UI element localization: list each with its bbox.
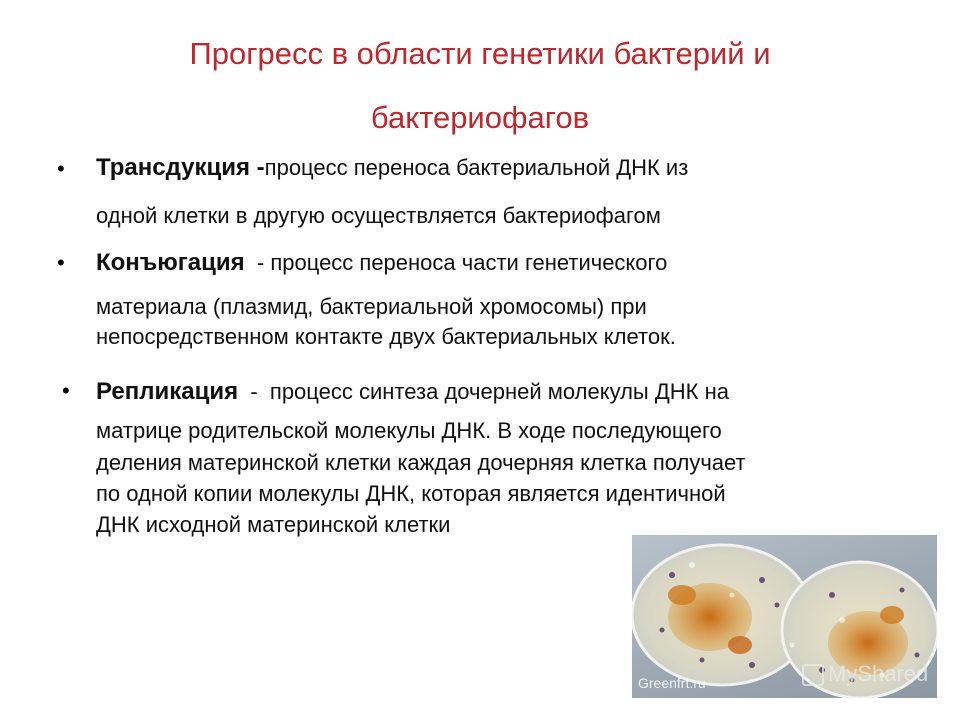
title-line-2: бактериофагов [370, 100, 590, 135]
replication-line-3: деления материнской клетки каждая дочерняя клетка получает [96, 450, 746, 475]
watermark-right-text: MyShared [828, 661, 929, 686]
replication-line-2: матрице родительской молекулы ДНК. В ходе последующего [96, 418, 722, 443]
bullet-transduction: • [57, 156, 65, 181]
transduction-line-2: одной клетки в другую осуществляется бактериофагом [96, 203, 661, 228]
conjugation-text-1: процесс переноса части генетического [270, 250, 668, 275]
replication-term: Репликация [96, 378, 239, 405]
watermark-right [802, 661, 928, 687]
transduction-line-1 [96, 154, 688, 182]
replication-separator: - [238, 379, 270, 404]
title-line-1: Прогресс в области генетики бактерий и [189, 36, 771, 71]
replication-line-5: ДНК исходной материнской клетки [96, 512, 451, 537]
myshared-logo-icon [802, 664, 824, 686]
replication-line-1 [96, 378, 729, 406]
replication-text-1: процесс синтеза дочерней молекулы ДНК на [269, 379, 729, 404]
conjugation-line-2: материала (плазмид, бактериальной хромосомы) при [96, 294, 647, 319]
replication-line-4: по одной копии молекулы ДНК, которая является идентичной [96, 481, 726, 506]
conjugation-line-1 [96, 249, 667, 277]
bullet-conjugation: • [57, 250, 65, 275]
conjugation-separator: - [244, 250, 271, 275]
watermark-left: Greenfrt.ru [638, 675, 706, 691]
transduction-term: Трансдукция [96, 154, 250, 181]
bullet-replication: • [62, 378, 70, 403]
dividing-cells-photo [632, 535, 937, 698]
transduction-separator: - [250, 154, 265, 181]
slide-title [80, 22, 880, 150]
conjugation-line-3: непосредственном контакте двух бактериальных клеток. [96, 324, 676, 349]
conjugation-term: Конъюгация [96, 249, 245, 276]
transduction-text-1: процесс переноса бактериальной ДНК из [264, 155, 689, 180]
